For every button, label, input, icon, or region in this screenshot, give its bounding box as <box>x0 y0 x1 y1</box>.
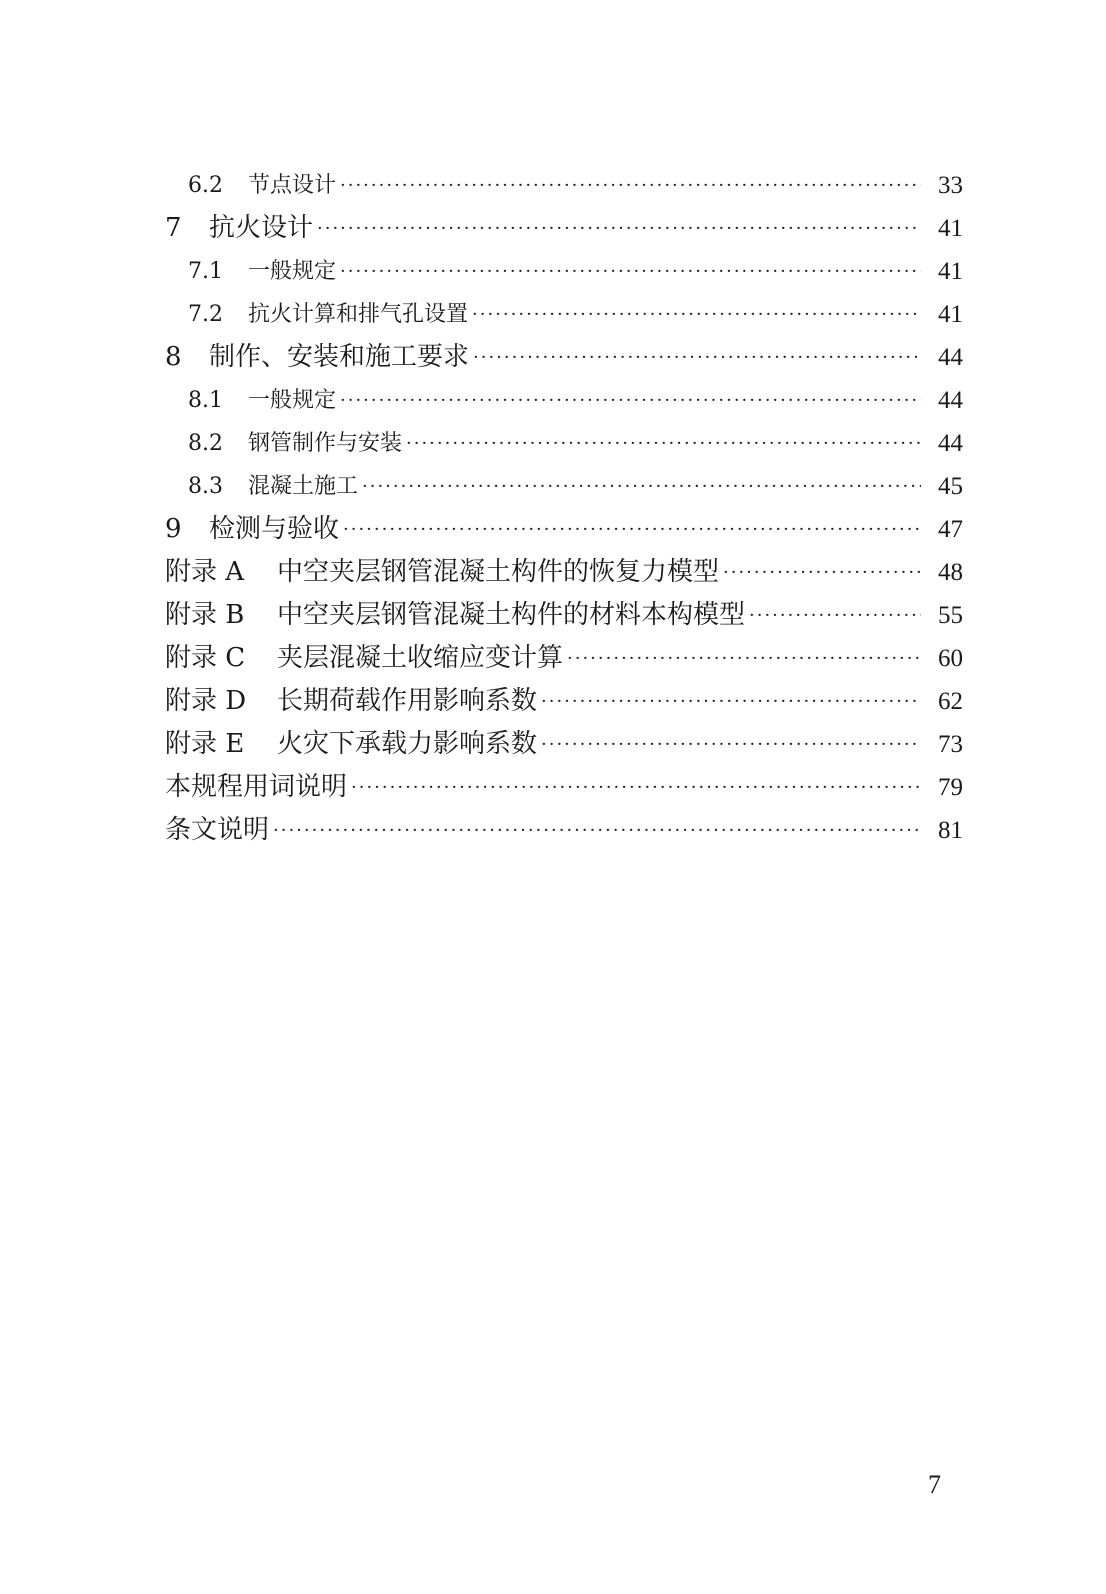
toc-entry-page: 44 <box>938 387 963 414</box>
toc-entry-number: 8.1 <box>188 388 223 413</box>
toc-entry[interactable] <box>165 809 963 852</box>
toc-entry-number: 7 <box>165 213 182 243</box>
toc-entry[interactable] <box>165 164 963 207</box>
toc-entry-title: 钢管制作与安装 <box>248 431 403 456</box>
dot-leader <box>541 723 921 766</box>
toc-entry-title: 制作、安装和施工要求 <box>209 342 470 372</box>
toc-entry-number: 附录 E <box>165 729 245 759</box>
toc-entry-title: 抗火设计 <box>209 213 314 243</box>
toc-entry-title: 火灾下承载力影响系数 <box>277 729 538 759</box>
dot-leader <box>362 465 921 508</box>
toc-entry[interactable] <box>165 766 963 809</box>
toc-entry-title: 检测与验收 <box>209 514 340 544</box>
toc-entry-number: 附录 B <box>165 600 245 630</box>
dot-leader <box>406 422 921 465</box>
toc-entry-number: 7.1 <box>188 259 223 284</box>
toc-entry-number: 8 <box>165 342 182 372</box>
toc-entry-title: 本规程用词说明 <box>165 772 348 802</box>
toc-entry-number: 9 <box>165 514 182 544</box>
page-number: 7 <box>928 1470 941 1499</box>
toc-entry[interactable] <box>165 594 963 637</box>
dot-leader <box>317 207 921 250</box>
dot-leader <box>749 594 921 637</box>
toc-entry[interactable] <box>165 293 963 336</box>
toc-entry-page: 41 <box>938 301 963 328</box>
toc-entry-title: 抗火计算和排气孔设置 <box>248 302 469 327</box>
toc-entry-number: 6.2 <box>188 173 223 198</box>
toc-entry[interactable] <box>165 637 963 680</box>
dot-leader <box>541 680 921 723</box>
toc-entry-page: 81 <box>938 817 963 844</box>
toc-entry-title: 夹层混凝土收缩应变计算 <box>277 643 564 673</box>
dot-leader <box>343 508 921 551</box>
toc-entry-number: 7.2 <box>188 302 223 327</box>
toc-entry-number: 8.3 <box>188 474 223 499</box>
dot-leader <box>723 551 921 594</box>
toc-entry[interactable] <box>165 422 963 465</box>
dot-leader <box>473 336 921 379</box>
dot-leader <box>340 250 921 293</box>
toc-entry-page: 33 <box>938 172 963 199</box>
toc-entry-page: 79 <box>938 774 963 801</box>
toc-entry-title: 一般规定 <box>248 388 337 413</box>
toc-entry-page: 48 <box>938 559 963 586</box>
toc-entry-page: 41 <box>938 258 963 285</box>
toc-entry-page: 73 <box>938 731 963 758</box>
toc-entry[interactable] <box>165 207 963 250</box>
toc-entry-page: 44 <box>938 430 963 457</box>
toc-entry[interactable] <box>165 680 963 723</box>
toc-entry-title: 节点设计 <box>248 173 337 198</box>
toc-entry-page: 62 <box>938 688 963 715</box>
dot-leader <box>273 809 921 852</box>
toc-entry-number: 附录 A <box>165 557 245 587</box>
toc-entry[interactable] <box>165 379 963 422</box>
toc-entry-title: 条文说明 <box>165 815 270 845</box>
dot-leader <box>472 293 921 336</box>
dot-leader <box>340 379 921 422</box>
toc-entry-title: 中空夹层钢管混凝土构件的恢复力模型 <box>277 557 720 587</box>
toc-entry[interactable] <box>165 723 963 766</box>
table-of-contents <box>165 164 963 852</box>
toc-entry[interactable] <box>165 465 963 508</box>
dot-leader <box>340 164 921 207</box>
toc-entry-title: 混凝土施工 <box>248 474 359 499</box>
toc-entry-page: 47 <box>938 516 963 543</box>
toc-entry-title: 长期荷载作用影响系数 <box>277 686 538 716</box>
toc-entry-page: 60 <box>938 645 963 672</box>
toc-entry[interactable] <box>165 250 963 293</box>
toc-entry-number: 8.2 <box>188 431 223 456</box>
toc-entry[interactable] <box>165 551 963 594</box>
toc-entry[interactable] <box>165 508 963 551</box>
toc-entry[interactable] <box>165 336 963 379</box>
toc-entry-number: 附录 C <box>165 643 246 673</box>
toc-entry-page: 44 <box>938 344 963 371</box>
toc-entry-title: 一般规定 <box>248 259 337 284</box>
toc-entry-page: 55 <box>938 602 963 629</box>
toc-entry-number: 附录 D <box>165 686 247 716</box>
toc-entry-page: 45 <box>938 473 963 500</box>
dot-leader <box>351 766 921 809</box>
toc-entry-page: 41 <box>938 215 963 242</box>
dot-leader <box>567 637 921 680</box>
toc-entry-title: 中空夹层钢管混凝土构件的材料本构模型 <box>277 600 746 630</box>
